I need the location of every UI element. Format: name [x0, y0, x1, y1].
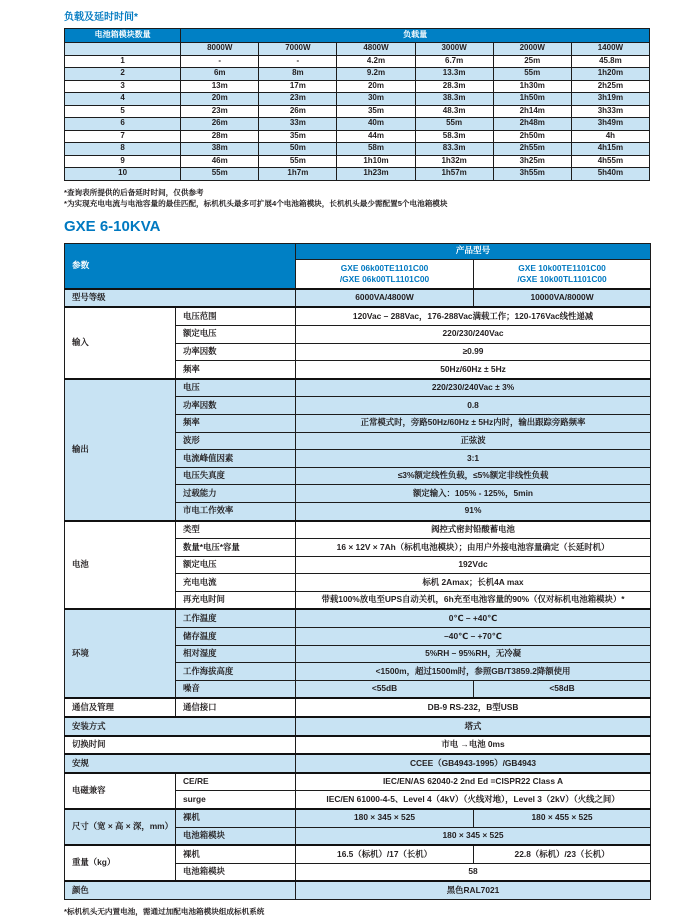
delay-cell: 58.3m: [415, 130, 493, 143]
delay-cell: 3h33m: [571, 105, 649, 118]
param-label-cell: 功率因数: [176, 397, 296, 415]
spec-table-row: [65, 609, 651, 627]
param-label-cell: surge: [176, 791, 296, 809]
load-table-row: [65, 93, 650, 106]
delay-cell: 38.3m: [415, 93, 493, 106]
value-cell: 正弦波: [296, 432, 651, 450]
value-cell: IEC/EN/AS 62040-2 2nd Ed =CISPR22 Class A: [296, 773, 651, 791]
wattage-header: 7000W: [259, 43, 337, 56]
group-label-cell: 输入: [65, 307, 176, 378]
module-count-cell: 3: [65, 80, 181, 93]
delay-cell: 55m: [415, 118, 493, 131]
value-cell: IEC/EN 61000-4-5、Level 4（4kV）（火线对地），Level 3（2kV）（火线之间）: [296, 791, 651, 809]
param-label-cell: 再充电时间: [176, 591, 296, 609]
delay-cell: 28.3m: [415, 80, 493, 93]
load-table-row: [65, 168, 650, 181]
delay-cell: 58m: [337, 143, 415, 156]
load-table-footnotes: [64, 187, 650, 210]
param-label-cell: 波形: [176, 432, 296, 450]
load-delay-table: [64, 28, 650, 181]
wattage-header: 2000W: [493, 43, 571, 56]
delay-cell: 4.2m: [337, 55, 415, 68]
value-cell: <58dB: [474, 680, 651, 698]
value-cell: 额定输入：105% - 125%，5min: [296, 485, 651, 503]
module-count-cell: 10: [65, 168, 181, 181]
delay-cell: 33m: [259, 118, 337, 131]
delay-cell: 23m: [259, 93, 337, 106]
load-table-row: [65, 105, 650, 118]
module-count-cell: 7: [65, 130, 181, 143]
module-count-cell: 8: [65, 143, 181, 156]
delay-cell: 3h19m: [571, 93, 649, 106]
delay-cell: 1h20m: [571, 68, 649, 81]
group-label-cell: 切换时间: [65, 736, 296, 755]
delay-cell: 44m: [337, 130, 415, 143]
group-label-cell: 电磁兼容: [65, 773, 176, 809]
delay-cell: 8m: [259, 68, 337, 81]
group-label-cell: 型号等级: [65, 289, 296, 308]
param-label-cell: 电流峰值因素: [176, 450, 296, 468]
delay-cell: 38m: [181, 143, 259, 156]
param-label-cell: 额定电压: [176, 556, 296, 574]
module-count-cell: 2: [65, 68, 181, 81]
module-count-cell: 6: [65, 118, 181, 131]
spec-table-row: [65, 379, 651, 397]
model-name-cell: GXE 10k00TE1101C00 /GXE 10k00TL1101C00: [474, 259, 651, 289]
footnote-line: *为实现充电电流与电池容量的最佳匹配，标机机头最多可扩展4个电池箱模块，长机机头最少需配置5个电池箱模块: [64, 198, 448, 208]
spec-table-row: [65, 773, 651, 791]
param-label-cell: 通信接口: [176, 698, 296, 717]
delay-cell: 3h25m: [493, 155, 571, 168]
delay-cell: 13m: [181, 80, 259, 93]
value-cell: 120Vac – 288Vac，176-288Vac满载工作；120-176Vac线性递减: [296, 307, 651, 325]
value-cell: <1500m，超过1500m时，参照GB/T3859.2降额使用: [296, 663, 651, 681]
spec-table-row: [65, 845, 651, 863]
param-label-cell: 电池箱模块: [176, 863, 296, 881]
wattage-header: 1400W: [571, 43, 649, 56]
delay-cell: 46m: [181, 155, 259, 168]
delay-cell: 2h50m: [493, 130, 571, 143]
param-label-cell: 过载能力: [176, 485, 296, 503]
delay-cell: 55m: [259, 155, 337, 168]
spec-table-row: [65, 698, 651, 717]
corner-empty-cell: [65, 43, 181, 56]
value-cell: 6000VA/4800W: [296, 289, 474, 308]
delay-cell: 2h25m: [571, 80, 649, 93]
delay-cell: 55m: [493, 68, 571, 81]
footnote-line: *查询表所提供的后备延时时间，仅供参考: [64, 187, 204, 197]
module-count-cell: 9: [65, 155, 181, 168]
delay-cell: 40m: [337, 118, 415, 131]
value-cell: 0℃ – +40℃: [296, 609, 651, 627]
wattage-header: 8000W: [181, 43, 259, 56]
delay-cell: 20m: [337, 80, 415, 93]
delay-cell: 30m: [337, 93, 415, 106]
value-cell: ≥0.99: [296, 343, 651, 361]
delay-cell: 2h14m: [493, 105, 571, 118]
delay-cell: 1h30m: [493, 80, 571, 93]
wattage-header: 3000W: [415, 43, 493, 56]
load-table-row: [65, 118, 650, 131]
spec-footnote: [64, 906, 650, 917]
load-header: 负载量: [181, 29, 650, 43]
value-cell: 带载100%放电至UPS自动关机，6h充至电池容量的90%（仅对标机电池箱模块）*: [296, 591, 651, 609]
load-table-row: [65, 55, 650, 68]
load-table-row: [65, 143, 650, 156]
param-label-cell: 功率因数: [176, 343, 296, 361]
delay-cell: 55m: [181, 168, 259, 181]
delay-cell: 1h32m: [415, 155, 493, 168]
load-table-title: 负载及延时时间*: [64, 12, 138, 23]
product-section-title: GXE 6-10KVA: [64, 218, 161, 236]
value-cell: 180 × 455 × 525: [474, 809, 651, 827]
param-label-cell: 电压范围: [176, 307, 296, 325]
value-cell: 0.8: [296, 397, 651, 415]
group-label-cell: 重量（kg）: [65, 845, 176, 881]
param-label-cell: 类型: [176, 521, 296, 539]
spec-table-row: [65, 289, 651, 308]
value-cell: 标机 2Amax；长机4A max: [296, 574, 651, 592]
load-table-row: [65, 155, 650, 168]
delay-cell: 35m: [337, 105, 415, 118]
param-label-cell: 额定电压: [176, 325, 296, 343]
product-model-header: 产品型号: [296, 243, 651, 259]
spec-table: [64, 243, 651, 900]
delay-cell: 4h: [571, 130, 649, 143]
param-label-cell: 数量*电压*容量: [176, 539, 296, 557]
delay-cell: 4h15m: [571, 143, 649, 156]
value-cell: 192Vdc: [296, 556, 651, 574]
group-label-cell: 安规: [65, 754, 296, 773]
delay-cell: 48.3m: [415, 105, 493, 118]
value-cell: 50Hz/60Hz ± 5Hz: [296, 361, 651, 379]
value-cell: 阀控式密封铅酸蓄电池: [296, 521, 651, 539]
spec-table-row: [65, 717, 651, 736]
spec-table-row: [65, 736, 651, 755]
delay-cell: 35m: [259, 130, 337, 143]
value-cell: 22.8（标机）/23（长机）: [474, 845, 651, 863]
group-label-cell: 颜色: [65, 881, 296, 899]
param-label-cell: 工作海拔高度: [176, 663, 296, 681]
value-cell: 正常模式时，旁路50Hz/60Hz ± 5Hz内时，输出跟踪旁路频率: [296, 414, 651, 432]
param-label-cell: 充电电流: [176, 574, 296, 592]
param-label-cell: 裸机: [176, 845, 296, 863]
delay-cell: 25m: [493, 55, 571, 68]
value-cell: 91%: [296, 502, 651, 520]
model-name-cell: GXE 06k00TE1101C00 /GXE 06k00TL1101C00: [296, 259, 474, 289]
value-cell: 180 × 345 × 525: [296, 809, 474, 827]
param-label-cell: 储存温度: [176, 628, 296, 646]
delay-cell: 83.3m: [415, 143, 493, 156]
group-label-cell: 尺寸（宽 × 高 × 深，mm）: [65, 809, 176, 845]
group-label-cell: 输出: [65, 379, 176, 521]
value-cell: 市电 →电池 0ms: [296, 736, 651, 755]
value-cell: 16.5（标机）/17（长机）: [296, 845, 474, 863]
load-table-row: [65, 130, 650, 143]
footnote-line: *标机机头无内置电池，需通过加配电池箱模块组成标机系统: [64, 906, 265, 916]
delay-cell: 1h57m: [415, 168, 493, 181]
value-cell: 10000VA/8000W: [474, 289, 651, 308]
delay-cell: 28m: [181, 130, 259, 143]
delay-cell: 13.3m: [415, 68, 493, 81]
delay-cell: 1h23m: [337, 168, 415, 181]
param-label-cell: 市电工作效率: [176, 502, 296, 520]
group-label-cell: 电池: [65, 521, 176, 610]
value-cell: 黑色RAL7021: [296, 881, 651, 899]
spec-table-row: [65, 754, 651, 773]
delay-cell: 23m: [181, 105, 259, 118]
delay-cell: 6.7m: [415, 55, 493, 68]
value-cell: –40℃ – +70℃: [296, 628, 651, 646]
group-label-cell: 环境: [65, 609, 176, 698]
value-cell: ≤3%额定线性负载，≤5%额定非线性负载: [296, 467, 651, 485]
value-cell: 16 × 12V × 7Ah（标机电池模块）；由用户外接电池容量确定（长延时机）: [296, 539, 651, 557]
load-table-row: [65, 80, 650, 93]
delay-cell: 1h7m: [259, 168, 337, 181]
delay-cell: 4h55m: [571, 155, 649, 168]
param-label-cell: 相对湿度: [176, 645, 296, 663]
param-label-cell: 电压: [176, 379, 296, 397]
delay-cell: 50m: [259, 143, 337, 156]
spec-table-body: [65, 243, 651, 899]
delay-cell: 3h49m: [571, 118, 649, 131]
delay-cell: 1h50m: [493, 93, 571, 106]
delay-cell: 26m: [259, 105, 337, 118]
delay-cell: -: [259, 55, 337, 68]
wattage-header: 4800W: [337, 43, 415, 56]
param-header: 参数: [65, 243, 296, 289]
delay-cell: 20m: [181, 93, 259, 106]
module-count-cell: 5: [65, 105, 181, 118]
value-cell: DB-9 RS-232，B型USB: [296, 698, 651, 717]
delay-cell: 26m: [181, 118, 259, 131]
delay-cell: 2h55m: [493, 143, 571, 156]
value-cell: 塔式: [296, 717, 651, 736]
delay-cell: 45.8m: [571, 55, 649, 68]
value-cell: 220/230/240Vac: [296, 325, 651, 343]
value-cell: 3:1: [296, 450, 651, 468]
param-label-cell: 频率: [176, 414, 296, 432]
delay-cell: -: [181, 55, 259, 68]
param-label-cell: 噪音: [176, 680, 296, 698]
load-table-row: [65, 68, 650, 81]
spec-table-row: [65, 809, 651, 827]
group-label-cell: 通信及管理: [65, 698, 176, 717]
spec-table-row: [65, 307, 651, 325]
delay-cell: 17m: [259, 80, 337, 93]
param-label-cell: 裸机: [176, 809, 296, 827]
value-cell: 5%RH – 95%RH，无冷凝: [296, 645, 651, 663]
param-label-cell: 频率: [176, 361, 296, 379]
value-cell: CCEE（GB4943-1995）/GB4943: [296, 754, 651, 773]
module-count-header: 电池箱模块数量: [65, 29, 181, 43]
spec-table-row: [65, 521, 651, 539]
load-table-header: [65, 29, 650, 56]
param-label-cell: 电池箱模块: [176, 827, 296, 845]
spec-table-row: [65, 881, 651, 899]
value-cell: 220/230/240Vac ± 3%: [296, 379, 651, 397]
delay-cell: 5h40m: [571, 168, 649, 181]
delay-cell: 3h55m: [493, 168, 571, 181]
module-count-cell: 4: [65, 93, 181, 106]
delay-cell: 9.2m: [337, 68, 415, 81]
param-label-cell: 电压失真度: [176, 467, 296, 485]
delay-cell: 1h10m: [337, 155, 415, 168]
delay-cell: 6m: [181, 68, 259, 81]
delay-cell: 2h48m: [493, 118, 571, 131]
param-label-cell: 工作温度: [176, 609, 296, 627]
param-label-cell: CE/RE: [176, 773, 296, 791]
value-cell: 58: [296, 863, 651, 881]
load-table-body: [65, 55, 650, 180]
value-cell: 180 × 345 × 525: [296, 827, 651, 845]
group-label-cell: 安装方式: [65, 717, 296, 736]
module-count-cell: 1: [65, 55, 181, 68]
value-cell: <55dB: [296, 680, 474, 698]
